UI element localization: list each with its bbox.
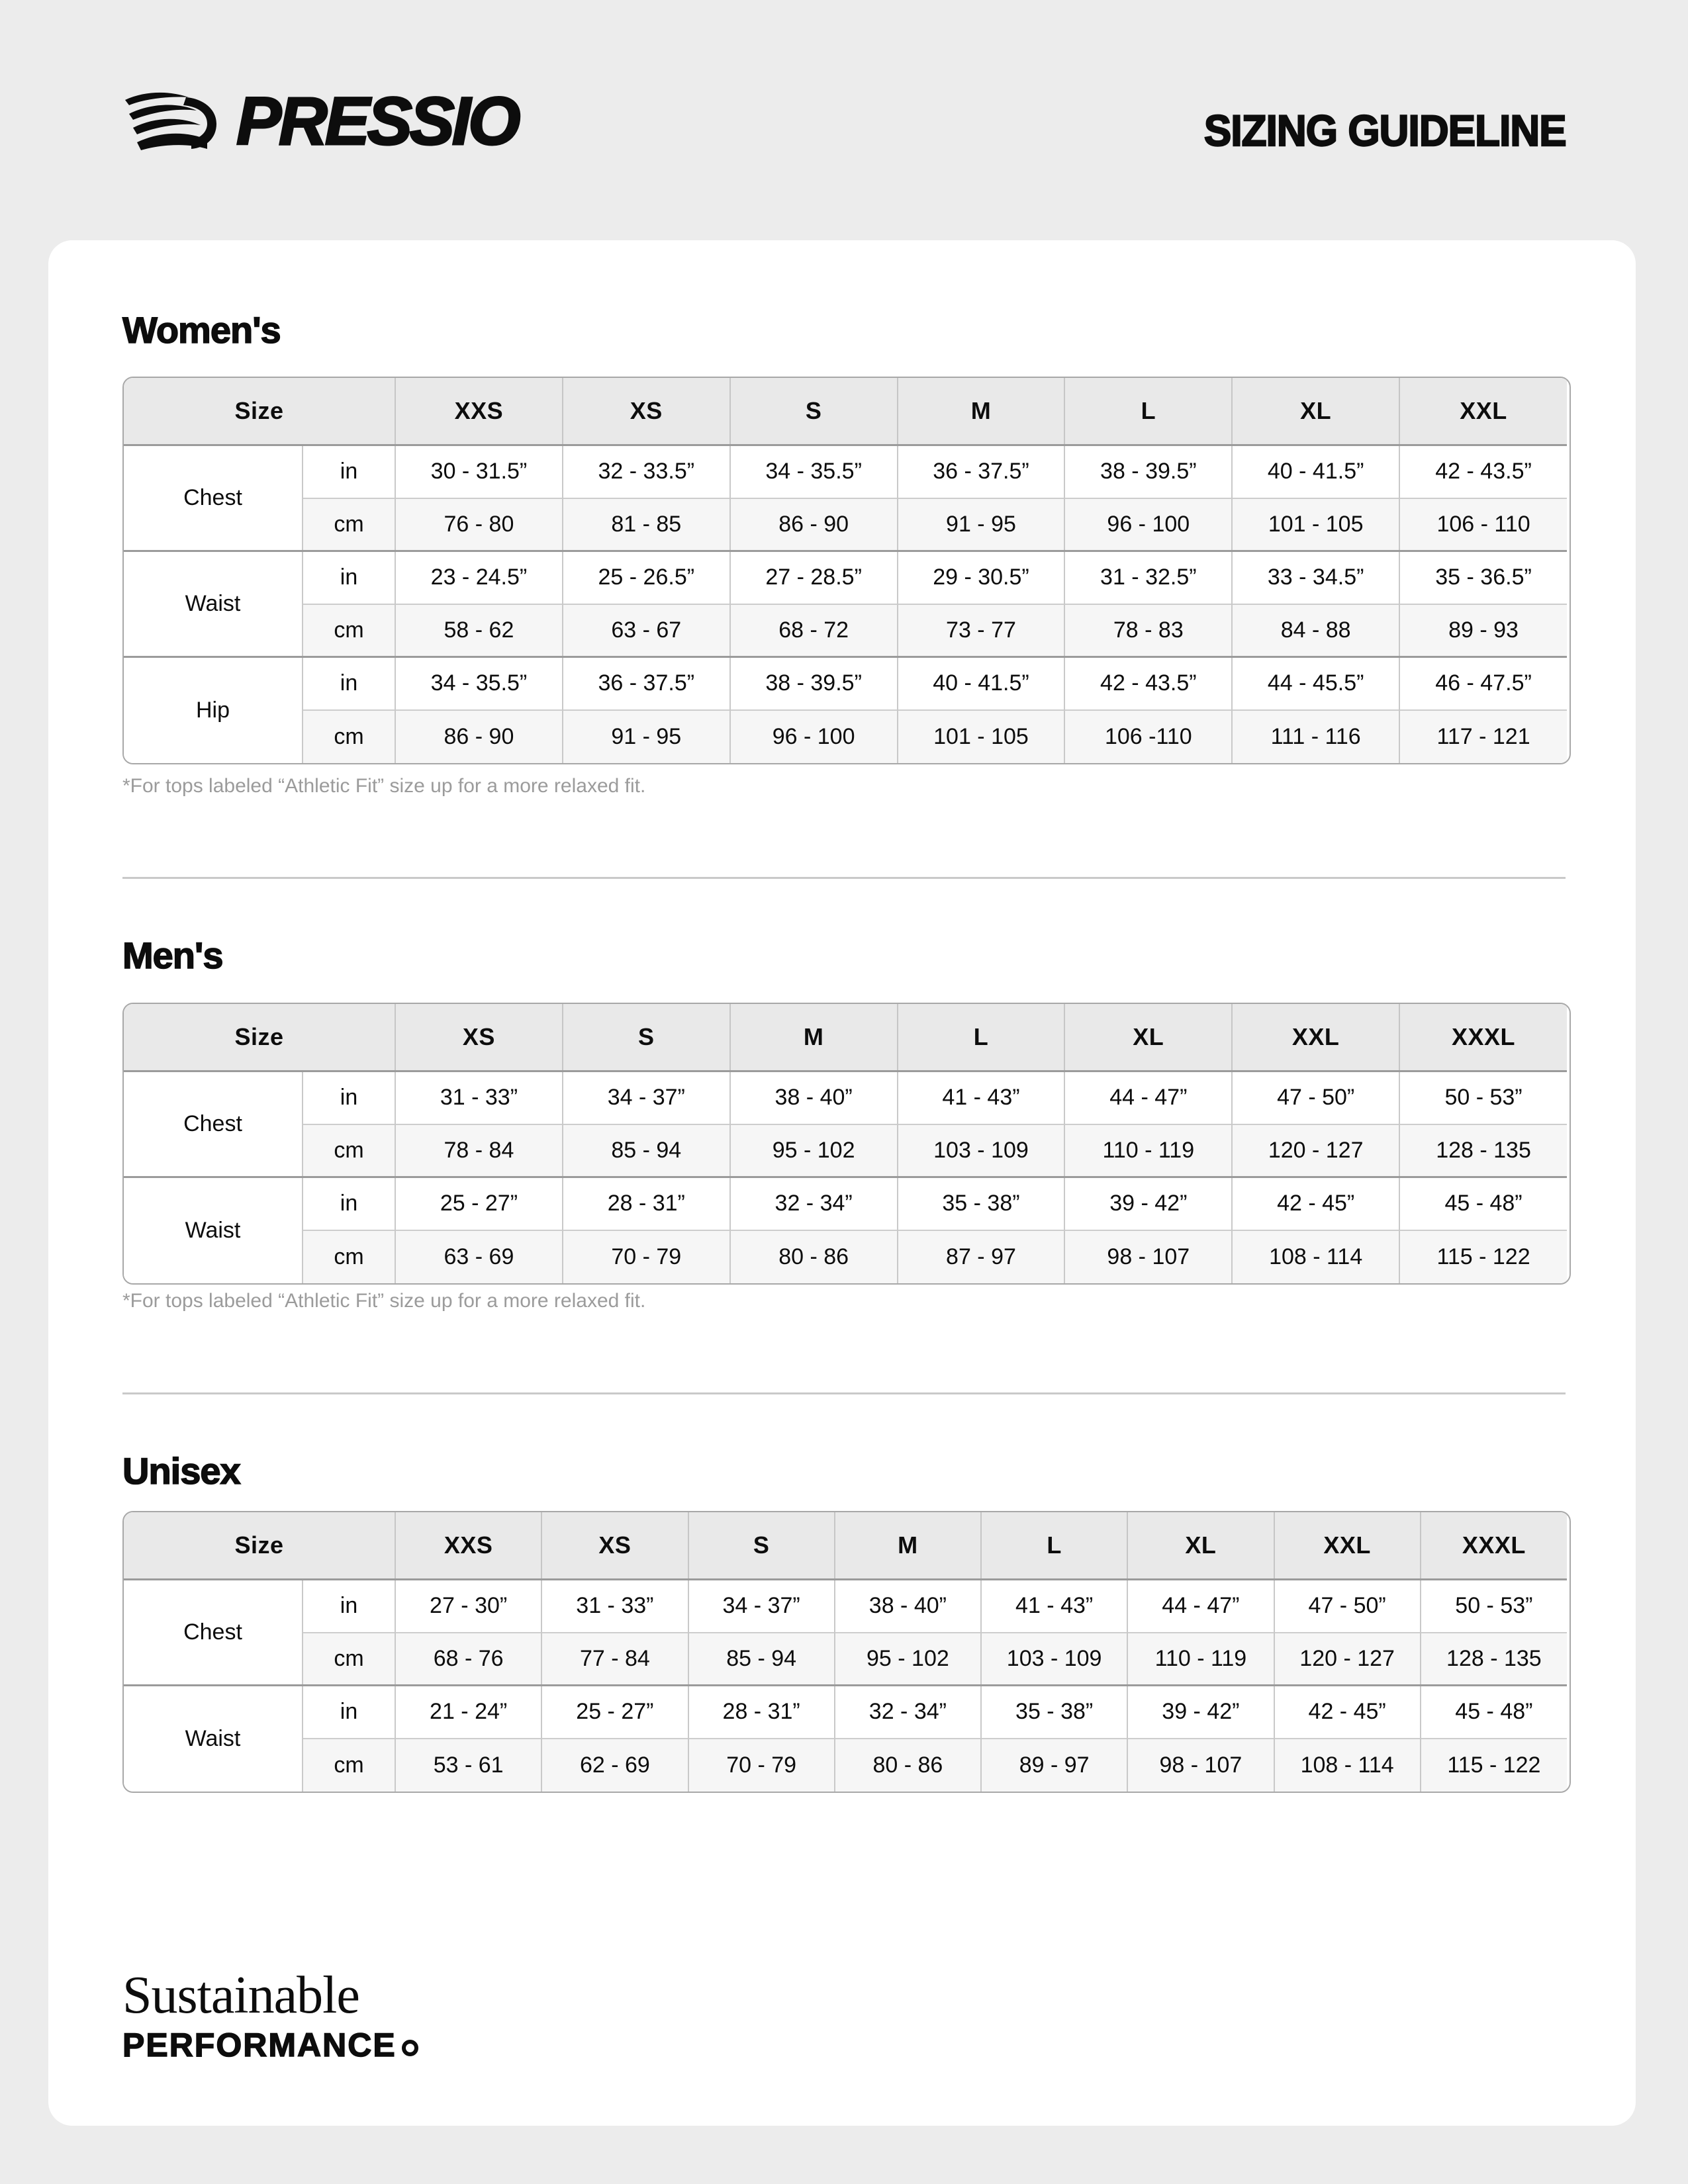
value-cell: 45 - 48” — [1421, 1686, 1567, 1739]
size-column-header: XXXL — [1421, 1512, 1567, 1580]
measure-label-cell: Chest — [124, 445, 303, 551]
size-column-header: XXS — [395, 378, 563, 445]
value-cell: 34 - 35.5” — [730, 445, 898, 498]
unit-cell: in — [303, 1580, 395, 1633]
measure-label-cell: Waist — [124, 551, 303, 657]
value-cell: 120 - 127 — [1274, 1633, 1421, 1686]
unit-cell: in — [303, 1177, 395, 1230]
page-title: SIZING GUIDELINE — [1204, 106, 1566, 155]
value-cell: 41 - 43” — [898, 1071, 1065, 1124]
size-column-header: XXL — [1232, 1004, 1399, 1071]
value-cell: 106 -110 — [1064, 710, 1232, 763]
pressio-logo — [122, 83, 518, 159]
unit-cell: cm — [303, 1633, 395, 1686]
value-cell: 21 - 24” — [395, 1686, 541, 1739]
value-cell: 27 - 28.5” — [730, 551, 898, 604]
value-cell: 53 - 61 — [395, 1739, 541, 1792]
value-cell: 32 - 33.5” — [563, 445, 730, 498]
value-cell: 27 - 30” — [395, 1580, 541, 1633]
unit-cell: cm — [303, 1124, 395, 1177]
value-cell: 35 - 36.5” — [1399, 551, 1567, 604]
value-cell: 31 - 32.5” — [1064, 551, 1232, 604]
value-cell: 110 - 119 — [1127, 1633, 1274, 1686]
table-row — [124, 1177, 1567, 1230]
unit-cell: cm — [303, 1739, 395, 1792]
value-cell: 36 - 37.5” — [563, 657, 730, 710]
value-cell: 115 - 122 — [1399, 1230, 1567, 1283]
table-row — [124, 710, 1567, 763]
size-header-cell: Size — [124, 1512, 395, 1580]
value-cell: 40 - 41.5” — [898, 657, 1065, 710]
value-cell: 85 - 94 — [563, 1124, 730, 1177]
size-column-header: XXL — [1274, 1512, 1421, 1580]
unit-cell: cm — [303, 498, 395, 551]
footer-wordmark-performance: PERFORMANCE — [122, 2026, 397, 2064]
value-cell: 32 - 34” — [730, 1177, 898, 1230]
value-cell: 32 - 34” — [835, 1686, 981, 1739]
value-cell: 44 - 47” — [1064, 1071, 1232, 1124]
value-cell: 128 - 135 — [1399, 1124, 1567, 1177]
size-table — [124, 1004, 1567, 1283]
size-table-mens — [122, 1003, 1571, 1285]
measure-label-cell: Chest — [124, 1580, 303, 1686]
value-cell: 84 - 88 — [1232, 604, 1399, 657]
section-heading-mens: Men's — [122, 934, 223, 976]
unit-cell: cm — [303, 1230, 395, 1283]
value-cell: 35 - 38” — [981, 1686, 1127, 1739]
table-row — [124, 1071, 1567, 1124]
value-cell: 42 - 45” — [1232, 1177, 1399, 1230]
size-column-header: XL — [1232, 378, 1399, 445]
value-cell: 81 - 85 — [563, 498, 730, 551]
value-cell: 80 - 86 — [730, 1230, 898, 1283]
value-cell: 36 - 37.5” — [898, 445, 1065, 498]
value-cell: 25 - 26.5” — [563, 551, 730, 604]
value-cell: 106 - 110 — [1399, 498, 1567, 551]
value-cell: 103 - 109 — [981, 1633, 1127, 1686]
value-cell: 25 - 27” — [541, 1686, 688, 1739]
value-cell: 63 - 69 — [395, 1230, 563, 1283]
table-row — [124, 1686, 1567, 1739]
value-cell: 42 - 43.5” — [1399, 445, 1567, 498]
footnote-womens: *For tops labeled “Athletic Fit” size up for a more relaxed fit. — [122, 775, 646, 797]
value-cell: 78 - 84 — [395, 1124, 563, 1177]
size-column-header: M — [898, 378, 1065, 445]
value-cell: 101 - 105 — [898, 710, 1065, 763]
value-cell: 87 - 97 — [898, 1230, 1065, 1283]
value-cell: 117 - 121 — [1399, 710, 1567, 763]
table-header-row — [124, 1512, 1567, 1580]
section-divider — [122, 877, 1566, 879]
footnote-mens: *For tops labeled “Athletic Fit” size up for a more relaxed fit. — [122, 1290, 646, 1312]
value-cell: 89 - 93 — [1399, 604, 1567, 657]
table-row — [124, 1230, 1567, 1283]
size-table-womens — [122, 377, 1571, 764]
size-column-header: XXS — [395, 1512, 541, 1580]
section-heading-unisex: Unisex — [122, 1450, 240, 1492]
value-cell: 76 - 80 — [395, 498, 563, 551]
unit-cell: in — [303, 657, 395, 710]
size-column-header: XS — [395, 1004, 563, 1071]
value-cell: 34 - 37” — [563, 1071, 730, 1124]
table-row — [124, 1580, 1567, 1633]
value-cell: 91 - 95 — [563, 710, 730, 763]
size-column-header: XL — [1064, 1004, 1232, 1071]
measure-label-cell: Waist — [124, 1177, 303, 1283]
value-cell: 29 - 30.5” — [898, 551, 1065, 604]
table-header-row — [124, 1004, 1567, 1071]
value-cell: 128 - 135 — [1421, 1633, 1567, 1686]
size-table — [124, 378, 1567, 763]
value-cell: 50 - 53” — [1399, 1071, 1567, 1124]
value-cell: 101 - 105 — [1232, 498, 1399, 551]
unit-cell: in — [303, 551, 395, 604]
size-column-header: M — [730, 1004, 898, 1071]
value-cell: 62 - 69 — [541, 1739, 688, 1792]
size-column-header: L — [1064, 378, 1232, 445]
value-cell: 46 - 47.5” — [1399, 657, 1567, 710]
value-cell: 110 - 119 — [1064, 1124, 1232, 1177]
value-cell: 98 - 107 — [1064, 1230, 1232, 1283]
value-cell: 58 - 62 — [395, 604, 563, 657]
value-cell: 86 - 90 — [730, 498, 898, 551]
value-cell: 34 - 35.5” — [395, 657, 563, 710]
value-cell: 120 - 127 — [1232, 1124, 1399, 1177]
unit-cell: in — [303, 445, 395, 498]
value-cell: 30 - 31.5” — [395, 445, 563, 498]
value-cell: 23 - 24.5” — [395, 551, 563, 604]
value-cell: 31 - 33” — [541, 1580, 688, 1633]
size-column-header: L — [898, 1004, 1065, 1071]
value-cell: 77 - 84 — [541, 1633, 688, 1686]
measure-label-cell: Chest — [124, 1071, 303, 1177]
value-cell: 39 - 42” — [1064, 1177, 1232, 1230]
measure-label-cell: Waist — [124, 1686, 303, 1792]
sustainable-performance-logo — [122, 1966, 418, 2064]
size-column-header: XS — [563, 378, 730, 445]
value-cell: 70 - 79 — [563, 1230, 730, 1283]
value-cell: 96 - 100 — [1064, 498, 1232, 551]
measure-label-cell: Hip — [124, 657, 303, 763]
size-column-header: XXXL — [1399, 1004, 1567, 1071]
table-row — [124, 1124, 1567, 1177]
value-cell: 115 - 122 — [1421, 1739, 1567, 1792]
size-column-header: S — [688, 1512, 835, 1580]
section-heading-womens: Women's — [122, 309, 281, 351]
size-header-cell: Size — [124, 1004, 395, 1071]
table-row — [124, 1739, 1567, 1792]
value-cell: 33 - 34.5” — [1232, 551, 1399, 604]
pressio-wing-icon — [122, 89, 222, 153]
value-cell: 42 - 43.5” — [1064, 657, 1232, 710]
size-column-header: S — [563, 1004, 730, 1071]
size-table-unisex — [122, 1511, 1571, 1793]
value-cell: 44 - 47” — [1127, 1580, 1274, 1633]
value-cell: 40 - 41.5” — [1232, 445, 1399, 498]
unit-cell: in — [303, 1071, 395, 1124]
value-cell: 80 - 86 — [835, 1739, 981, 1792]
section-divider — [122, 1392, 1566, 1394]
size-column-header: XS — [541, 1512, 688, 1580]
value-cell: 85 - 94 — [688, 1633, 835, 1686]
pressio-wordmark: PRESSIO — [236, 83, 518, 159]
unit-cell: cm — [303, 604, 395, 657]
value-cell: 50 - 53” — [1421, 1580, 1567, 1633]
table-header-row — [124, 378, 1567, 445]
size-column-header: XL — [1127, 1512, 1274, 1580]
value-cell: 86 - 90 — [395, 710, 563, 763]
table-row — [124, 604, 1567, 657]
table-row — [124, 551, 1567, 604]
performance-period-icon — [402, 2040, 418, 2056]
value-cell: 38 - 40” — [730, 1071, 898, 1124]
value-cell: 38 - 39.5” — [730, 657, 898, 710]
size-column-header: M — [835, 1512, 981, 1580]
value-cell: 63 - 67 — [563, 604, 730, 657]
value-cell: 45 - 48” — [1399, 1177, 1567, 1230]
value-cell: 78 - 83 — [1064, 604, 1232, 657]
value-cell: 47 - 50” — [1232, 1071, 1399, 1124]
value-cell: 41 - 43” — [981, 1580, 1127, 1633]
value-cell: 96 - 100 — [730, 710, 898, 763]
value-cell: 103 - 109 — [898, 1124, 1065, 1177]
value-cell: 108 - 114 — [1232, 1230, 1399, 1283]
value-cell: 47 - 50” — [1274, 1580, 1421, 1633]
size-table — [124, 1512, 1567, 1792]
value-cell: 38 - 39.5” — [1064, 445, 1232, 498]
value-cell: 108 - 114 — [1274, 1739, 1421, 1792]
value-cell: 28 - 31” — [688, 1686, 835, 1739]
value-cell: 68 - 72 — [730, 604, 898, 657]
table-row — [124, 657, 1567, 710]
table-row — [124, 445, 1567, 498]
value-cell: 95 - 102 — [835, 1633, 981, 1686]
value-cell: 89 - 97 — [981, 1739, 1127, 1792]
size-header-cell: Size — [124, 378, 395, 445]
value-cell: 25 - 27” — [395, 1177, 563, 1230]
size-column-header: S — [730, 378, 898, 445]
value-cell: 35 - 38” — [898, 1177, 1065, 1230]
value-cell: 42 - 45” — [1274, 1686, 1421, 1739]
value-cell: 34 - 37” — [688, 1580, 835, 1633]
unit-cell: in — [303, 1686, 395, 1739]
table-row — [124, 498, 1567, 551]
value-cell: 44 - 45.5” — [1232, 657, 1399, 710]
value-cell: 31 - 33” — [395, 1071, 563, 1124]
value-cell: 111 - 116 — [1232, 710, 1399, 763]
value-cell: 38 - 40” — [835, 1580, 981, 1633]
size-column-header: XXL — [1399, 378, 1567, 445]
unit-cell: cm — [303, 710, 395, 763]
value-cell: 28 - 31” — [563, 1177, 730, 1230]
value-cell: 95 - 102 — [730, 1124, 898, 1177]
size-column-header: L — [981, 1512, 1127, 1580]
value-cell: 98 - 107 — [1127, 1739, 1274, 1792]
value-cell: 68 - 76 — [395, 1633, 541, 1686]
table-row — [124, 1633, 1567, 1686]
footer-wordmark-sustainable: Sustainable — [122, 1966, 359, 2025]
value-cell: 91 - 95 — [898, 498, 1065, 551]
content-card — [48, 240, 1636, 2126]
value-cell: 70 - 79 — [688, 1739, 835, 1792]
value-cell: 39 - 42” — [1127, 1686, 1274, 1739]
value-cell: 73 - 77 — [898, 604, 1065, 657]
